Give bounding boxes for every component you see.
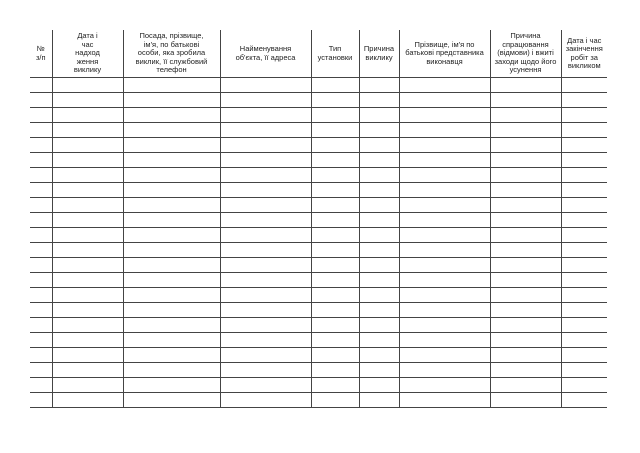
table-cell: [359, 243, 399, 258]
table-cell: [490, 108, 561, 123]
table-row: [30, 138, 607, 153]
table-cell: [490, 153, 561, 168]
header-number: № з/п: [30, 30, 52, 78]
table-row: [30, 108, 607, 123]
table-cell: [399, 288, 490, 303]
table-cell: [359, 108, 399, 123]
table-cell: [123, 93, 220, 108]
table-cell: [52, 228, 123, 243]
table-cell: [30, 363, 52, 378]
table-cell: [490, 318, 561, 333]
header-completion-time: Дата і час закінчення робіт за викликом: [561, 30, 607, 78]
table-cell: [30, 183, 52, 198]
table-cell: [52, 78, 123, 93]
table-cell: [490, 243, 561, 258]
table-cell: [220, 78, 311, 93]
table-row: [30, 363, 607, 378]
table-cell: [490, 213, 561, 228]
table-cell: [220, 348, 311, 363]
header-installation-type: Тип установки: [311, 30, 359, 78]
table-cell: [490, 78, 561, 93]
table-row: [30, 288, 607, 303]
table-cell: [311, 78, 359, 93]
table-cell: [52, 138, 123, 153]
table-cell: [561, 108, 607, 123]
table-cell: [561, 123, 607, 138]
table-cell: [52, 183, 123, 198]
table-cell: [311, 333, 359, 348]
table-row: [30, 258, 607, 273]
table-cell: [311, 168, 359, 183]
table-cell: [561, 288, 607, 303]
table-cell: [30, 93, 52, 108]
table-row: [30, 93, 607, 108]
table-cell: [123, 243, 220, 258]
table-cell: [30, 78, 52, 93]
table-cell: [399, 108, 490, 123]
header-caller: Посада, прізвище, ім'я, по батькові особи, яка зробила виклик, її службовий телефон: [123, 30, 220, 78]
table-cell: [52, 318, 123, 333]
table-cell: [561, 138, 607, 153]
table-cell: [561, 228, 607, 243]
table-cell: [399, 348, 490, 363]
table-cell: [220, 168, 311, 183]
header-call-reason: Причина виклику: [359, 30, 399, 78]
table-cell: [220, 108, 311, 123]
table-cell: [561, 348, 607, 363]
table-cell: [399, 318, 490, 333]
table-cell: [490, 333, 561, 348]
table-row: [30, 273, 607, 288]
table-cell: [220, 213, 311, 228]
table-cell: [220, 333, 311, 348]
table-cell: [561, 183, 607, 198]
table-cell: [490, 93, 561, 108]
table-cell: [220, 288, 311, 303]
table-cell: [561, 153, 607, 168]
table-cell: [561, 198, 607, 213]
table-row: [30, 228, 607, 243]
table-cell: [220, 378, 311, 393]
table-cell: [399, 273, 490, 288]
table-cell: [123, 393, 220, 408]
table-cell: [30, 273, 52, 288]
table-cell: [52, 363, 123, 378]
table-cell: [52, 198, 123, 213]
table-cell: [311, 258, 359, 273]
table-cell: [220, 138, 311, 153]
table-cell: [490, 258, 561, 273]
table-cell: [220, 303, 311, 318]
header-failure-cause: Причина спрацювання (відмови) і вжиті заходи щодо його усунення: [490, 30, 561, 78]
table-cell: [220, 273, 311, 288]
table-cell: [359, 168, 399, 183]
table-cell: [311, 228, 359, 243]
table-cell: [30, 108, 52, 123]
table-cell: [30, 168, 52, 183]
header-call-received: Дата і час надход ження виклику: [52, 30, 123, 78]
table-cell: [52, 273, 123, 288]
table-cell: [561, 213, 607, 228]
table-cell: [359, 198, 399, 213]
table-cell: [30, 348, 52, 363]
header-row: [30, 30, 607, 78]
table-cell: [399, 228, 490, 243]
table-cell: [123, 183, 220, 198]
header-contractor-rep: Прізвище, ім'я по батькові представника виконавця: [399, 30, 490, 78]
table-cell: [123, 78, 220, 93]
table-row: [30, 123, 607, 138]
table-cell: [220, 123, 311, 138]
table-cell: [359, 153, 399, 168]
table-row: [30, 378, 607, 393]
table-cell: [311, 153, 359, 168]
table-cell: [123, 228, 220, 243]
table-cell: [399, 243, 490, 258]
table-cell: [123, 318, 220, 333]
table-row: [30, 393, 607, 408]
table-cell: [52, 258, 123, 273]
table-cell: [490, 348, 561, 363]
table-cell: [30, 393, 52, 408]
table-cell: [490, 138, 561, 153]
table-cell: [30, 228, 52, 243]
table-cell: [311, 93, 359, 108]
table-cell: [52, 303, 123, 318]
table-cell: [311, 378, 359, 393]
table-cell: [359, 393, 399, 408]
table-cell: [561, 378, 607, 393]
table-cell: [311, 273, 359, 288]
table-cell: [311, 213, 359, 228]
table-row: [30, 183, 607, 198]
table-cell: [123, 258, 220, 273]
table-cell: [399, 93, 490, 108]
table-cell: [52, 123, 123, 138]
table-cell: [399, 138, 490, 153]
table-cell: [123, 378, 220, 393]
table-cell: [561, 78, 607, 93]
table-cell: [490, 363, 561, 378]
table-cell: [359, 363, 399, 378]
table-cell: [399, 333, 490, 348]
table-cell: [123, 288, 220, 303]
table-cell: [359, 378, 399, 393]
table-cell: [30, 153, 52, 168]
table-row: [30, 303, 607, 318]
table-cell: [123, 333, 220, 348]
table-cell: [561, 243, 607, 258]
table-cell: [561, 258, 607, 273]
table-cell: [311, 288, 359, 303]
table-cell: [311, 243, 359, 258]
table-cell: [52, 288, 123, 303]
table-cell: [52, 378, 123, 393]
table-cell: [490, 198, 561, 213]
table-cell: [220, 198, 311, 213]
table-cell: [359, 273, 399, 288]
table-cell: [30, 138, 52, 153]
table-cell: [123, 198, 220, 213]
table-cell: [30, 378, 52, 393]
table-cell: [52, 243, 123, 258]
header-object-address: Найменування об'єкта, її адреса: [220, 30, 311, 78]
table-cell: [52, 213, 123, 228]
table-cell: [561, 393, 607, 408]
table-cell: [399, 363, 490, 378]
table-cell: [30, 333, 52, 348]
table-cell: [30, 243, 52, 258]
table-cell: [123, 348, 220, 363]
table-body: [30, 78, 607, 408]
table-cell: [220, 393, 311, 408]
table-cell: [561, 318, 607, 333]
table-cell: [399, 78, 490, 93]
table-row: [30, 213, 607, 228]
table-cell: [123, 273, 220, 288]
table-row: [30, 243, 607, 258]
table-cell: [311, 303, 359, 318]
table-cell: [220, 93, 311, 108]
table-cell: [399, 198, 490, 213]
table-cell: [30, 288, 52, 303]
table-cell: [220, 363, 311, 378]
table-cell: [52, 108, 123, 123]
table-cell: [490, 183, 561, 198]
table-cell: [30, 198, 52, 213]
table-cell: [561, 273, 607, 288]
table-cell: [359, 258, 399, 273]
table-cell: [561, 303, 607, 318]
table-cell: [561, 93, 607, 108]
table-cell: [399, 213, 490, 228]
table-cell: [359, 333, 399, 348]
table-cell: [359, 213, 399, 228]
call-log-table: [30, 30, 607, 408]
table-cell: [399, 123, 490, 138]
table-row: [30, 78, 607, 93]
table-cell: [311, 348, 359, 363]
table-cell: [30, 213, 52, 228]
table-cell: [490, 273, 561, 288]
table-cell: [30, 123, 52, 138]
table-cell: [359, 123, 399, 138]
table-cell: [123, 168, 220, 183]
table-cell: [359, 288, 399, 303]
table-row: [30, 333, 607, 348]
table-cell: [311, 363, 359, 378]
table-cell: [220, 258, 311, 273]
table-cell: [52, 153, 123, 168]
table-row: [30, 153, 607, 168]
table-cell: [359, 93, 399, 108]
table-cell: [123, 213, 220, 228]
table-row: [30, 348, 607, 363]
table-cell: [311, 198, 359, 213]
table-cell: [52, 393, 123, 408]
table-cell: [220, 243, 311, 258]
table-cell: [30, 258, 52, 273]
table-cell: [399, 168, 490, 183]
table-cell: [52, 348, 123, 363]
table-row: [30, 168, 607, 183]
table-cell: [359, 228, 399, 243]
table-cell: [311, 393, 359, 408]
table-cell: [220, 153, 311, 168]
table-row: [30, 318, 607, 333]
table-cell: [359, 303, 399, 318]
table-cell: [490, 123, 561, 138]
table-cell: [399, 258, 490, 273]
table-cell: [490, 288, 561, 303]
table-cell: [220, 318, 311, 333]
table-row: [30, 198, 607, 213]
table-cell: [52, 333, 123, 348]
table-cell: [399, 153, 490, 168]
table-cell: [311, 183, 359, 198]
table-cell: [359, 138, 399, 153]
table-cell: [399, 393, 490, 408]
table-cell: [123, 108, 220, 123]
table-cell: [399, 303, 490, 318]
table-cell: [123, 138, 220, 153]
table-cell: [490, 303, 561, 318]
table-cell: [123, 153, 220, 168]
table-cell: [359, 183, 399, 198]
table-cell: [311, 123, 359, 138]
table-cell: [311, 108, 359, 123]
table-cell: [30, 318, 52, 333]
table-cell: [399, 378, 490, 393]
table-cell: [123, 123, 220, 138]
table-cell: [311, 318, 359, 333]
table-cell: [490, 168, 561, 183]
table-cell: [52, 93, 123, 108]
table-cell: [490, 228, 561, 243]
table-cell: [490, 378, 561, 393]
table-cell: [359, 78, 399, 93]
table-cell: [220, 183, 311, 198]
table-cell: [123, 363, 220, 378]
table-cell: [311, 138, 359, 153]
table-cell: [490, 393, 561, 408]
table-cell: [123, 303, 220, 318]
table-cell: [359, 318, 399, 333]
table-cell: [52, 168, 123, 183]
table-cell: [561, 333, 607, 348]
table-cell: [359, 348, 399, 363]
table-cell: [561, 168, 607, 183]
table-cell: [399, 183, 490, 198]
table-cell: [220, 228, 311, 243]
table-cell: [30, 303, 52, 318]
table-cell: [561, 363, 607, 378]
